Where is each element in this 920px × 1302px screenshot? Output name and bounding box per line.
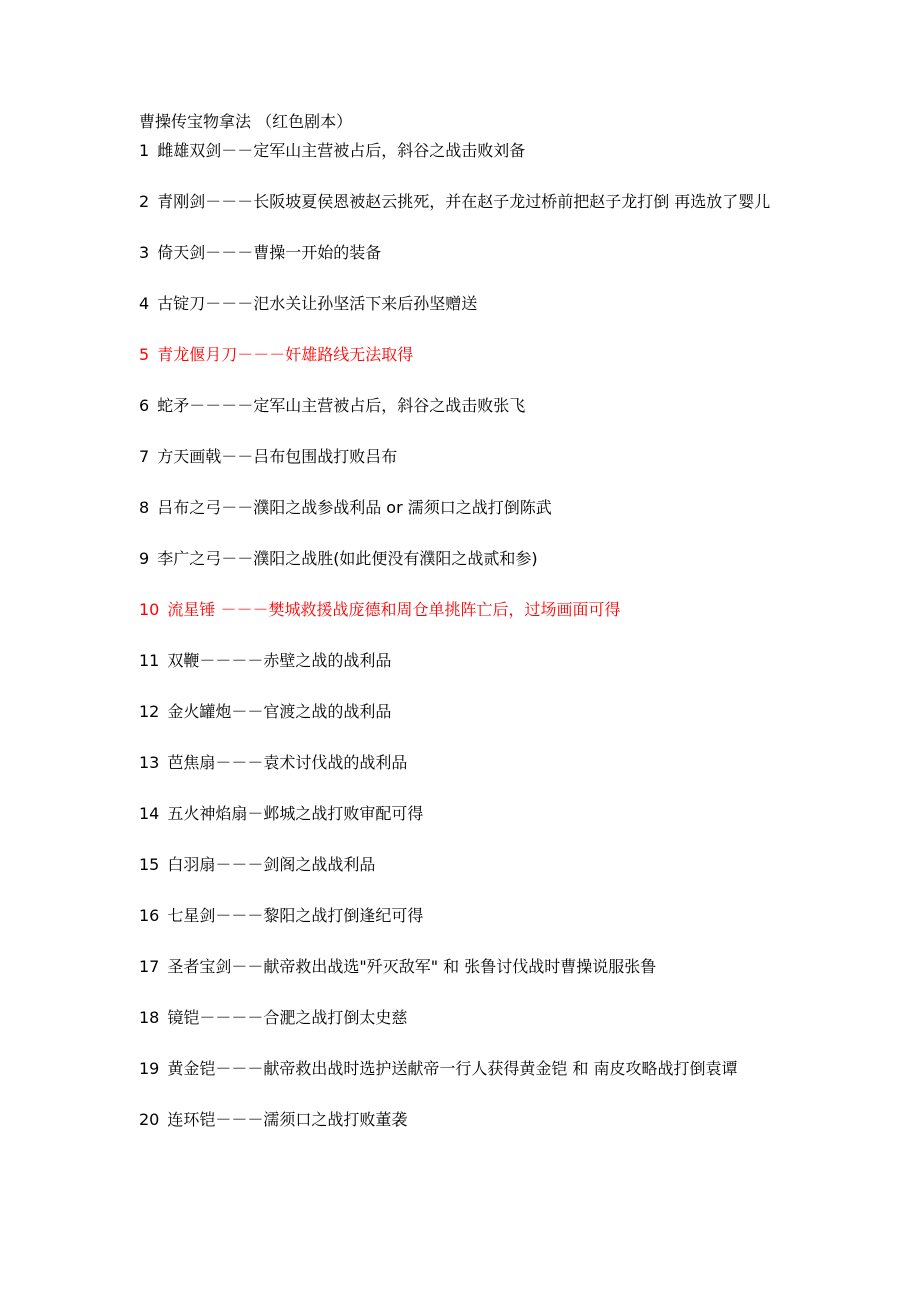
item-text: 古锭刀－－－汜水关让孙坚活下来后孙坚赠送: [157, 294, 478, 313]
item-number: 7: [139, 447, 150, 466]
item-number: 20: [139, 1110, 160, 1129]
item-number: 5: [139, 345, 150, 364]
item-text: 镜铠－－－－合淝之战打倒太史慈: [167, 1008, 408, 1027]
item-number: 19: [139, 1059, 160, 1078]
item-text: 双鞭－－－－赤壁之战的战利品: [167, 651, 392, 670]
list-item: [139, 495, 799, 521]
item-text: 蛇矛－－－－定军山主营被占后，斜谷之战击败张飞: [157, 396, 526, 415]
item-text: 七星剑－－－黎阳之战打倒逢纪可得: [167, 906, 424, 925]
list-item: [139, 1005, 799, 1031]
item-text: 倚天剑－－－曹操一开始的装备: [157, 243, 382, 262]
item-text: 芭焦扇－－－袁术讨伐战的战利品: [167, 753, 408, 772]
item-text: 青刚剑－－－长阪坡夏侯恩被赵云挑死，并在赵子龙过桥前把赵子龙打倒 再选放了婴儿: [157, 192, 771, 211]
document-page: [139, 110, 799, 1158]
item-number: 6: [139, 396, 150, 415]
item-text: 金火罐炮－－官渡之战的战利品: [167, 702, 392, 721]
item-text: 青龙偃月刀－－－奸雄路线无法取得: [157, 345, 414, 364]
list-item: [139, 444, 799, 470]
list-item: [139, 699, 799, 725]
list-item: [139, 342, 799, 368]
item-number: 18: [139, 1008, 160, 1027]
item-number: 11: [139, 651, 160, 670]
list-item: [139, 546, 799, 572]
list-item: [139, 1056, 799, 1082]
item-number: 10: [139, 600, 160, 619]
item-number: 4: [139, 294, 150, 313]
list-item: [139, 138, 799, 164]
list-item: [139, 240, 799, 266]
item-number: 13: [139, 753, 160, 772]
item-text: 李广之弓－－濮阳之战胜(如此便没有濮阳之战贰和参): [157, 549, 538, 568]
item-number: 2: [139, 192, 150, 211]
item-text: 连环铠－－－濡须口之战打败董袭: [167, 1110, 408, 1129]
item-text: 五火神焰扇－邺城之战打败审配可得: [167, 804, 424, 823]
list-item: [139, 852, 799, 878]
item-number: 1: [139, 141, 150, 160]
list-item: [139, 1107, 799, 1133]
list-item: [139, 393, 799, 419]
item-text: 流星锤 －－－樊城救援战庞德和周仓单挑阵亡后，过场画面可得: [167, 600, 621, 619]
document-title: 曹操传宝物拿法 （红色剧本）: [139, 112, 353, 131]
item-number: 17: [139, 957, 160, 976]
item-text: 方天画戟－－吕布包围战打败吕布: [157, 447, 398, 466]
item-number: 16: [139, 906, 160, 925]
item-number: 12: [139, 702, 160, 721]
item-text: 吕布之弓－－濮阳之战参战利品 or 濡须口之战打倒陈武: [157, 498, 552, 517]
list-item: [139, 750, 799, 776]
item-number: 9: [139, 549, 150, 568]
list-item: [139, 648, 799, 674]
item-text: 雌雄双剑－－定军山主营被占后，斜谷之战击败刘备: [157, 141, 526, 160]
treasure-list: [139, 138, 799, 1133]
list-item: [139, 801, 799, 827]
list-item: [139, 189, 799, 215]
list-item: [139, 597, 799, 623]
item-number: 3: [139, 243, 150, 262]
item-number: 15: [139, 855, 160, 874]
list-item: [139, 291, 799, 317]
item-number: 14: [139, 804, 160, 823]
item-number: 8: [139, 498, 150, 517]
list-item: [139, 954, 799, 980]
item-text: 白羽扇－－－剑阁之战战利品: [167, 855, 376, 874]
item-text: 圣者宝剑－－献帝救出战选"歼灭敌军" 和 张鲁讨伐战时曹操说服张鲁: [167, 957, 657, 976]
list-item: [139, 903, 799, 929]
item-text: 黄金铠－－－献帝救出战时选护送献帝一行人获得黄金铠 和 南皮攻略战打倒袁谭: [167, 1059, 738, 1078]
